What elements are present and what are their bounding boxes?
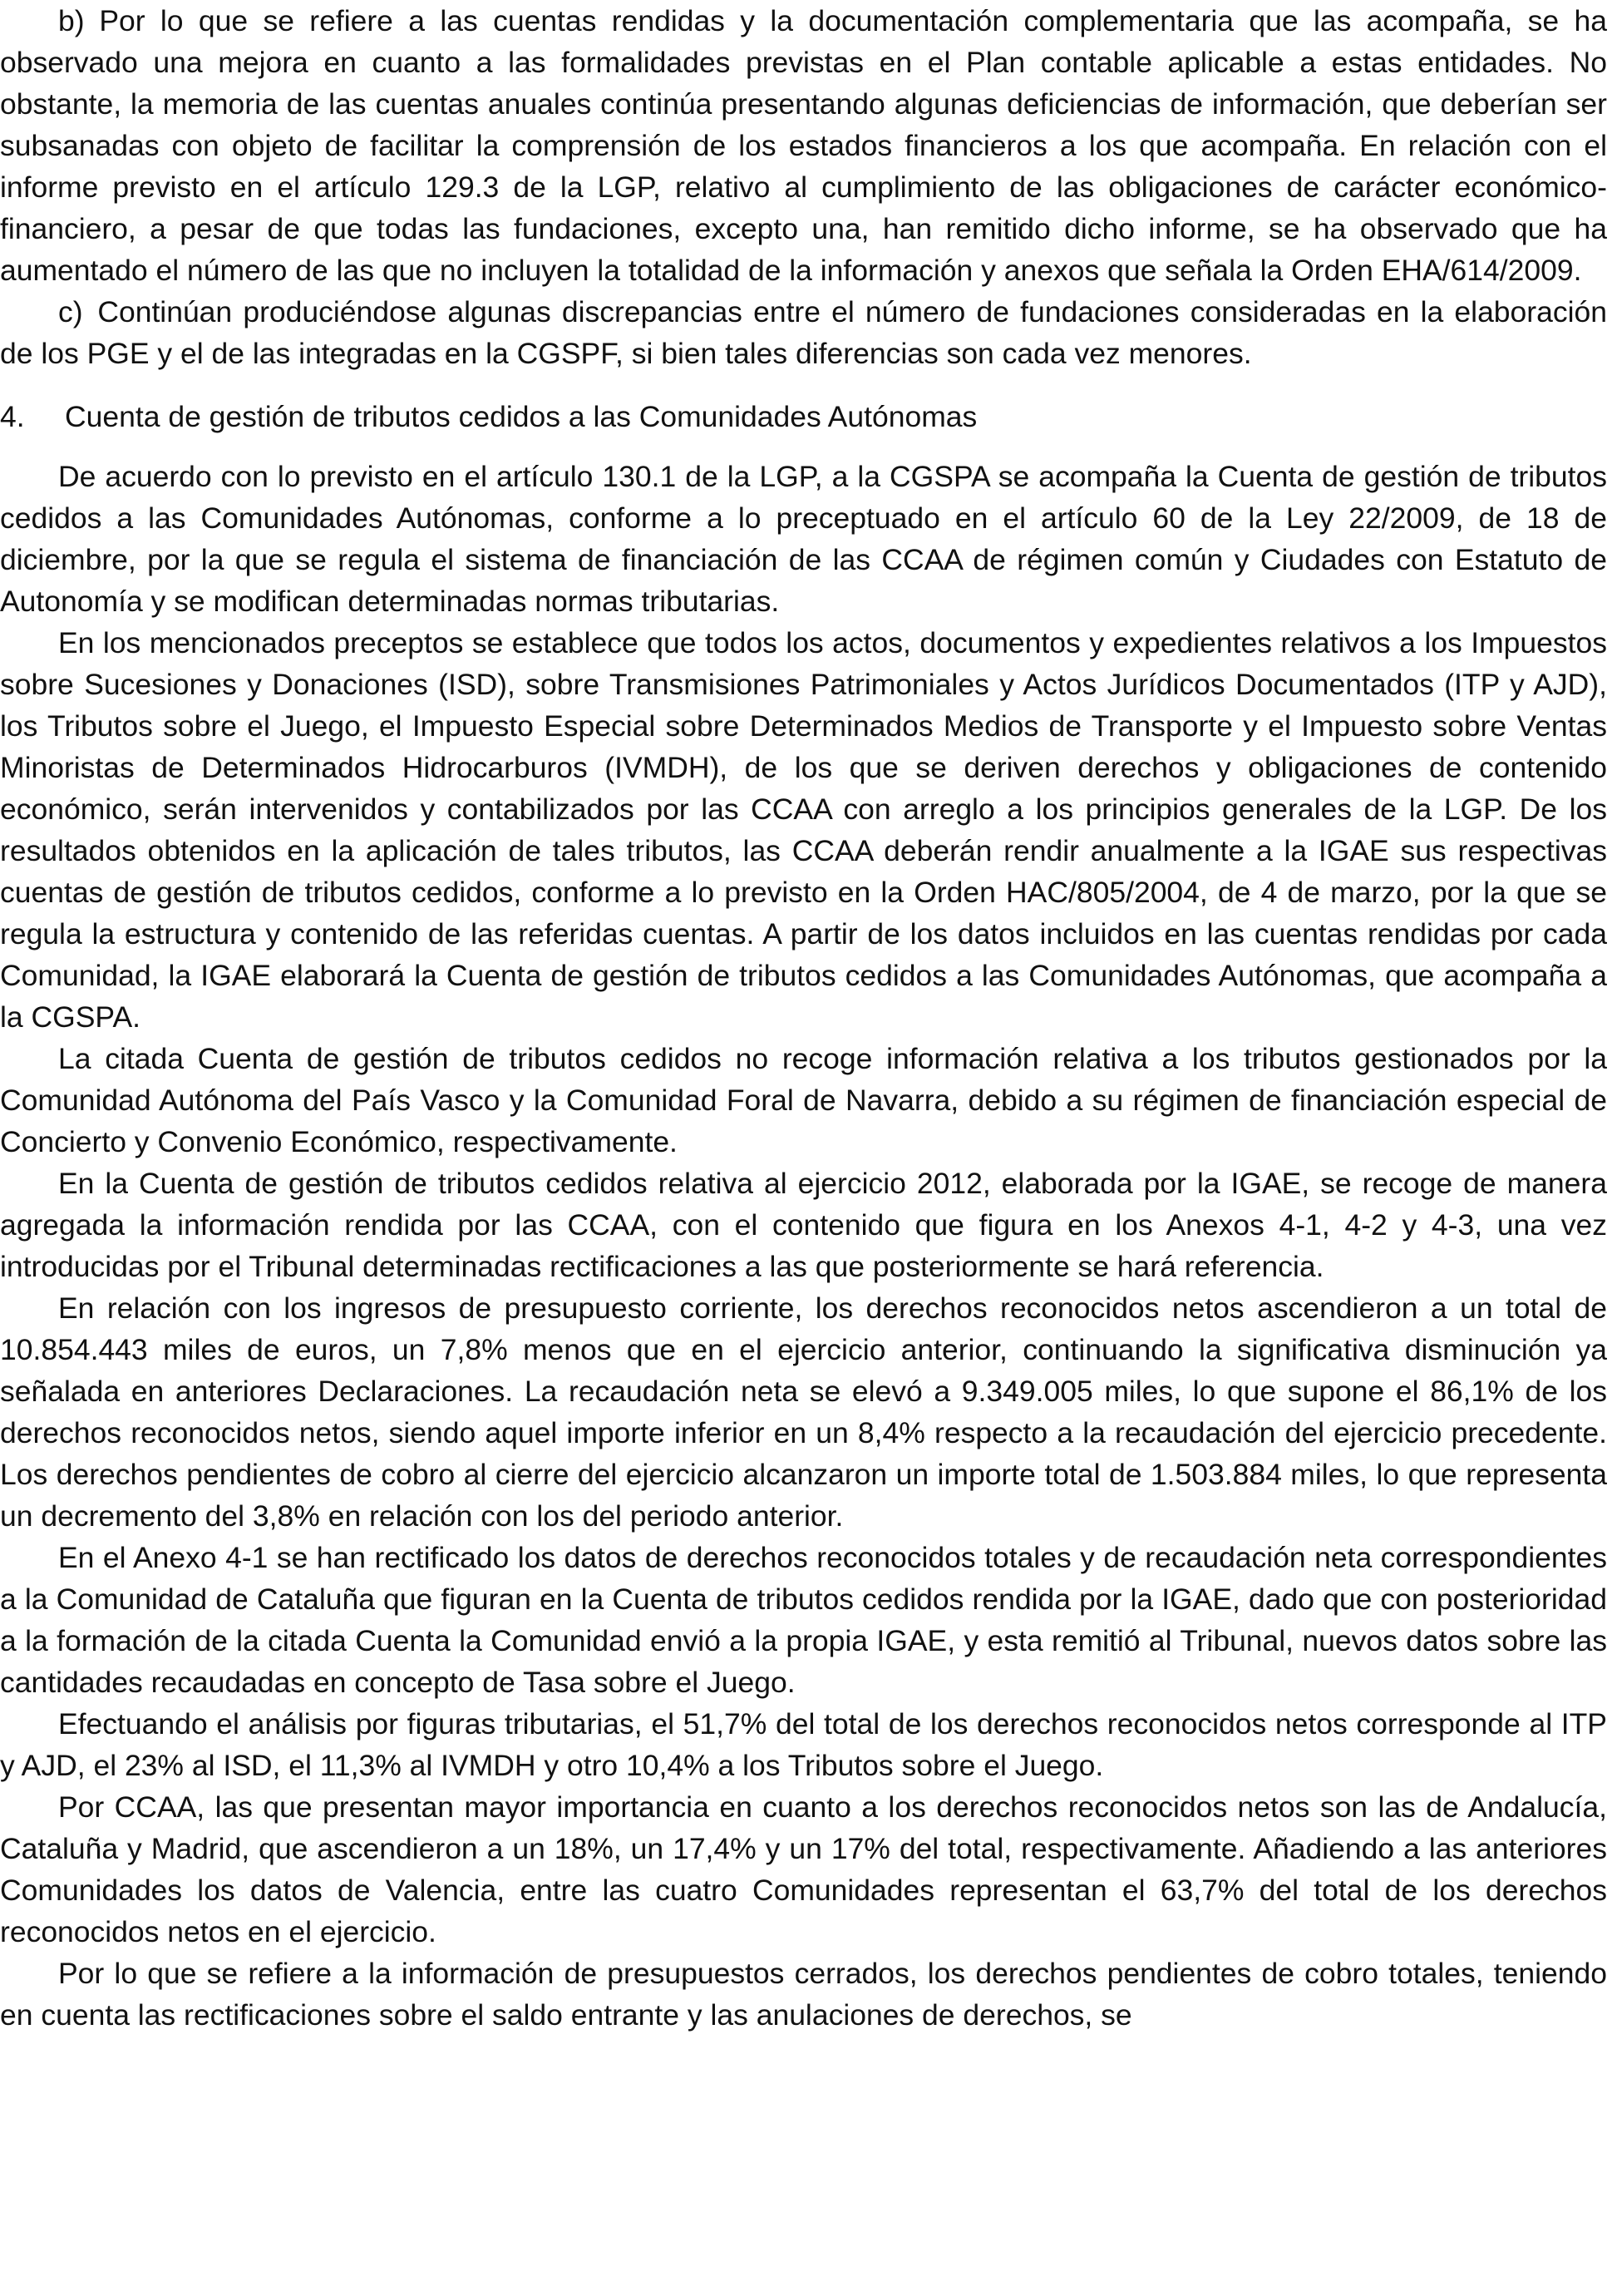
body-paragraph: La citada Cuenta de gestión de tributos cedidos no recoge información relativa a los tributos gestionados por la Comunidad Autónoma del País Vasco y la Comunidad Foral de Navarra, debido a su régimen de financiación especial de Concierto y Convenio Económico, respectivamente. (0, 1042, 1607, 1158)
body-paragraph: De acuerdo con lo previsto en el artículo 130.1 de la LGP, a la CGSPA se acompaña la Cuenta de gestión de tributos cedidos a las Comunidades Autónomas, conforme a lo preceptuado en el artículo 60 de la Ley 22/2009, de 18 de diciembre, por la que se regula el sistema de financiación de las CCAA de régimen común y Ciudades con Estatuto de Autonomía y se modifican determinadas normas tributarias. (0, 460, 1607, 618)
section-number: 4. (0, 400, 25, 433)
body-paragraph: En el Anexo 4-1 se han rectificado los datos de derechos reconocidos totales y de recaudación neta correspondientes a la Comunidad de Cataluña que figuran en la Cuenta de tributos cedidos rendida por la IGAE, dado que con posterioridad a la formación de la citada Cuenta la Comunidad envió a la propia IGAE, y esta remitió al Tribunal, nuevos datos sobre las cantidades recaudadas en concepto de Tasa sobre el Juego. (0, 1541, 1607, 1699)
body-paragraph: En relación con los ingresos de presupuesto corriente, los derechos reconocidos netos ascendieron a un total de 10.854.443 miles de euros, un 7,8% menos que en el ejercicio anterior, continuando la significativa disminución ya señalada en anteriores Declaraciones. La recaudación neta se elevó a 9.349.005 miles, lo que supone el 86,1% de los derechos reconocidos netos, siendo aquel importe inferior en un 8,4% respecto a la recaudación del ejercicio precedente. Los derechos pendientes de cobro al cierre del ejercicio alcanzaron un importe total de 1.503.884 miles, lo que representa un decremento del 3,8% en relación con los del periodo anterior. (0, 1291, 1607, 1533)
paragraph-b: b) Por lo que se refiere a las cuentas rendidas y la documentación complementaria que las acompaña, se ha observado una mejora en cuanto a las formalidades previstas en el Plan contable aplicable a estas entidades. No obstante, la memoria de las cuentas anuales continúa presentando algunas deficiencias de información, que deberían ser subsanadas con objeto de facilitar la comprensión de los estados financieros a los que acompaña. En relación con el informe previsto en el artículo 129.3 de la LGP, relativo al cumplimiento de las obligaciones de carácter económico-financiero, a pesar de que todas las fundaciones, excepto una, han remitido dicho informe, se ha observado que ha aumentado el número de las que no incluyen la totalidad de la información y anexos que señala la Orden EHA/614/2009. (0, 4, 1607, 287)
section-heading (0, 396, 1607, 437)
body-paragraph: En la Cuenta de gestión de tributos cedidos relativa al ejercicio 2012, elaborada por la IGAE, se recoge de manera agregada la información rendida por las CCAA, con el contenido que figura en los Anexos 4-1, 4-2 y 4-3, una vez introducidas por el Tribunal determinadas rectificaciones a las que posteriormente se hará referencia. (0, 1167, 1607, 1283)
body-paragraph: Efectuando el análisis por figuras tributarias, el 51,7% del total de los derechos reconocidos netos corresponde al ITP y AJD, el 23% al ISD, el 11,3% al IVMDH y otro 10,4% a los Tributos sobre el Juego. (0, 1707, 1607, 1782)
section-title: Cuenta de gestión de tributos cedidos a las Comunidades Autónomas (65, 400, 978, 433)
body-paragraph: Por CCAA, las que presentan mayor importancia en cuanto a los derechos reconocidos netos son las de Andalucía, Cataluña y Madrid, que ascendieron a un 18%, un 17,4% y un 17% del total, respectivamente. Añadiendo a las anteriores Comunidades los datos de Valencia, entre las cuatro Comunidades representan el 63,7% del total de los derechos reconocidos netos en el ejercicio. (0, 1790, 1607, 1948)
body-paragraph-continued: Por lo que se refiere a la información de presupuestos cerrados, los derechos pendientes de cobro totales, teniendo en cuenta las rectificaciones sobre el saldo entrante y las anulaciones de derechos, se (0, 1957, 1607, 2032)
paragraph-c: c) Continúan produciéndose algunas discrepancias entre el número de fundaciones consideradas en la elaboración de los PGE y el de las integradas en la CGSPF, si bien tales diferencias son cada vez menores. (0, 295, 1607, 370)
body-paragraph: En los mencionados preceptos se establece que todos los actos, documentos y expedientes relativos a los Impuestos sobre Sucesiones y Donaciones (ISD), sobre Transmisiones Patrimoniales y Actos Jurídicos Documentados (ITP y AJD), los Tributos sobre el Juego, el Impuesto Especial sobre Determinados Medios de Transporte y el Impuesto sobre Ventas Minoristas de Determinados Hidrocarburos (IVMDH), de los que se deriven derechos y obligaciones de contenido económico, serán intervenidos y contabilizados por las CCAA con arreglo a los principios generales de la LGP. De los resultados obtenidos en la aplicación de tales tributos, las CCAA deberán rendir anualmente a la IGAE sus respectivas cuentas de gestión de tributos cedidos, conforme a lo previsto en la Orden HAC/805/2004, de 4 de marzo, por la que se regula la estructura y contenido de las referidas cuentas. A partir de los datos incluidos en las cuentas rendidas por cada Comunidad, la IGAE elaborará la Cuenta de gestión de tributos cedidos a las Comunidades Autónomas, que acompaña a la CGSPA. (0, 626, 1607, 1034)
